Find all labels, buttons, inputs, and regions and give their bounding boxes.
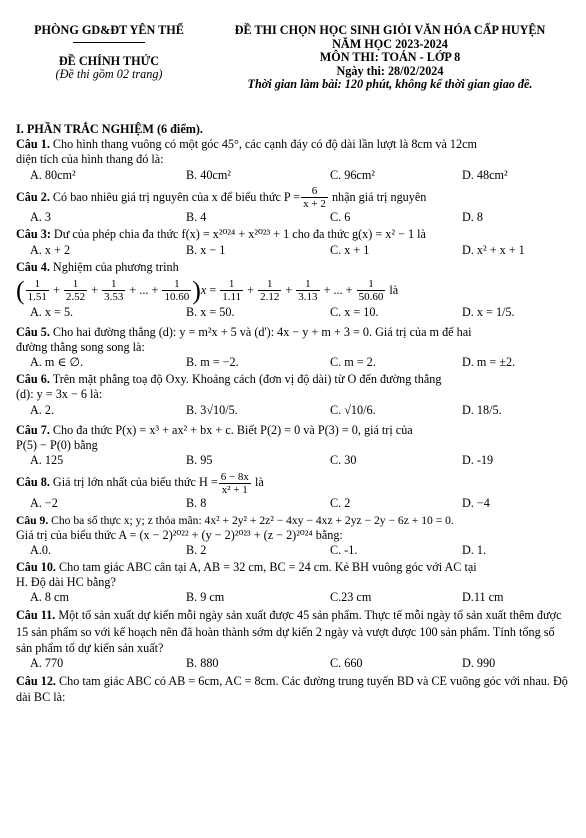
q5-opt-c: C. m = 2. (330, 355, 376, 370)
q11-opt-c: C. 660 (330, 656, 363, 671)
q7-text-b: P(5) − P(0) bằng (16, 437, 98, 452)
q6-text-b: (d): y = 3x − 6 là: (16, 387, 103, 402)
pages-note: (Đề thi gồm 02 trang) (55, 67, 163, 81)
official-label: ĐỀ CHÍNH THỨC (58, 53, 160, 68)
q2-frac-den: x + 2 (303, 198, 326, 211)
q3-text: Dư của phép chia đa thức f(x) = x²⁰²⁴ + x²⁰²³ + 1 cho đa thức g(x) = x² − 1 là (53, 227, 426, 242)
subject: MÔN THI: TOÁN - LỚP 8 (319, 50, 461, 64)
q4-lhs-frac-den: 2.52 (65, 291, 86, 304)
exam-body (16, 122, 572, 705)
q2-text-a: Có bao nhiêu giá trị nguyên của x để biểu thức P = (52, 189, 301, 204)
q3-opt-a: A. x + 2 (30, 242, 71, 257)
q2-opt-a: A. 3 (30, 210, 51, 225)
q4-text: Nghiệm của phương trình (52, 259, 179, 274)
q3-options (16, 243, 572, 260)
q11-options (16, 656, 572, 673)
q11-opt-a: A. 770 (30, 656, 64, 671)
q6-label: Câu 6. (16, 372, 50, 387)
q11-opt-d: D. 990 (462, 656, 496, 671)
q3-opt-b: B. x − 1 (186, 242, 226, 257)
q4-rhs-frac-den: 1.11 (222, 291, 242, 304)
q4-rhs-frac-num: 1 (357, 278, 386, 291)
section-title: I. PHẦN TRẮC NGHIỆM (6 điểm). (16, 122, 203, 136)
q4-opt-d: D. x = 1/5. (462, 304, 515, 319)
q4-rhs (219, 278, 386, 304)
q4-lhs-plus: + (88, 282, 102, 297)
q4-rhs-frac-den: 3.13 (298, 291, 318, 304)
question-10 (16, 560, 572, 575)
q4-open-paren: ( (16, 275, 25, 305)
question-2 (16, 185, 572, 211)
q6-options (16, 403, 572, 423)
q4-rhs-frac-den: 2.12 (260, 291, 280, 304)
header-left (14, 24, 204, 82)
question-11 (16, 607, 572, 656)
q5-opt-a: A. m ∈ ∅. (30, 355, 84, 370)
q2-label: Câu 2. (16, 189, 50, 204)
q10-opt-b: B. 9 cm (186, 590, 225, 605)
question-7 (16, 423, 572, 438)
q4-lhs-frac-den: 3.53 (104, 291, 124, 304)
q2-opt-c: C. 6 (330, 210, 351, 225)
q8-text-b: là (254, 474, 264, 489)
q4-close-paren: ) (192, 275, 201, 305)
q11-text: Một tổ sản xuất dự kiến mỗi ngày sản xuất được 45 sản phẩm. Thực tế mỗi ngày tổ sản xuất thêm được 15 sản phẩm so với kế hoạch nên đã hoàn thành sớm dự kiến 2 ngày và vượt được 100 sản phẩm. Tính tổng số sản phẩm tổ dự kiến sản xuất? (16, 608, 562, 655)
q4-rhs-frac-num: 1 (258, 278, 281, 291)
q6-opt-a: A. 2. (30, 402, 55, 417)
q4-lhs-fraction (162, 278, 191, 303)
q7-opt-c: C. 30 (330, 452, 357, 467)
q1-opt-d: D. 48cm² (462, 167, 508, 182)
q9-text-b: Giá trị của biểu thức A = (x − 2)²⁰²² + (y − 2)²⁰²³ + (z − 2)²⁰²⁴ bằng: (16, 527, 343, 542)
q4-rhs-fraction (220, 278, 243, 303)
q4-rhs-frac-num: 1 (296, 278, 319, 291)
q8-opt-c: C. 2 (330, 495, 351, 510)
q2-opt-b: B. 4 (186, 210, 207, 225)
q2-fraction (301, 185, 328, 210)
q1-text-b: diện tích của hình thang đó là: (16, 152, 164, 167)
school-year: NĂM HỌC 2023-2024 (332, 36, 448, 51)
q4-lhs-frac-num: 1 (102, 278, 125, 291)
q4-opt-b: B. x = 50. (186, 304, 235, 319)
q5-opt-b: B. m = −2. (186, 355, 239, 370)
q4-lhs-fraction (102, 278, 125, 303)
q2-opt-d: D. 8 (462, 210, 483, 225)
q9-options (16, 543, 572, 560)
q1-opt-a: A. 80cm² (30, 167, 76, 182)
q8-frac-num: 6 − 8x (220, 470, 249, 483)
q7-opt-a: A. 125 (30, 452, 64, 467)
q4-rhs-frac-den: 50.60 (358, 291, 384, 304)
question-1 (16, 137, 572, 152)
q6-text-a: Trên mặt phẳng toạ độ Oxy. Khoảng cách (đơn vị độ dài) từ O đến đường thẳng (52, 372, 442, 387)
q8-opt-d: D. −4 (462, 495, 490, 510)
q2-frac-num: 6 (301, 185, 328, 198)
q6-opt-c: C. √10/6. (330, 402, 376, 417)
header-right (200, 24, 580, 92)
q9-opt-c: C. -1. (330, 543, 358, 558)
question-12 (16, 673, 572, 705)
q11-opt-b: B. 880 (186, 656, 219, 671)
question-4 (16, 260, 572, 275)
q4-lhs-frac-den: 10.60 (164, 291, 190, 304)
q4-lhs-plus: + (49, 282, 63, 297)
q9-text-a: Cho ba số thực x; y; z thỏa mãn: 4x² + 2y² + 2z² − 4xy − 4xz + 2yz − 2y − 6z + 10 = 0. (51, 513, 454, 527)
q5-text-a: Cho hai đường thẳng (d): y = m²x + 5 và (d'): 4x − y + m + 3 = 0. Giá trị của m để hai (52, 324, 472, 339)
q10-text-a: Cho tam giác ABC cân tại A, AB = 32 cm, BC = 24 cm. Kẻ BH vuông góc với AC tại (59, 560, 477, 575)
q10-label: Câu 10. (16, 560, 56, 575)
q10-opt-c: C.23 cm (330, 590, 372, 605)
q1-opt-b: B. 40cm² (186, 167, 231, 182)
q4-lhs-frac-num: 1 (26, 278, 49, 291)
q10-opt-d: D.11 cm (462, 590, 504, 605)
q4-options (16, 305, 572, 325)
q4-lhs-frac-num: 1 (64, 278, 87, 291)
q4-lhs (25, 278, 193, 304)
q4-rhs-ellipsis: + ... + (320, 282, 356, 297)
q1-options (16, 168, 572, 185)
q4-lhs-fraction (64, 278, 87, 303)
q4-lhs-frac-num: 1 (162, 278, 191, 291)
exam-title: ĐỀ THI CHỌN HỌC SINH GIỎI VĂN HÓA CẤP HUYỆN (234, 23, 546, 37)
dept-name: PHÒNG GD&ĐT YÊN THẾ (34, 23, 184, 37)
q4-tail: là (389, 282, 399, 297)
q4-lhs-ellipsis: + ... + (126, 282, 162, 297)
q4-lhs-fraction (26, 278, 49, 303)
q7-opt-b: B. 95 (186, 452, 213, 467)
q9-opt-a: A.0. (30, 543, 51, 558)
q4-lhs-frac-den: 1.51 (27, 291, 47, 304)
q8-fraction (219, 471, 251, 496)
q2-text-b: nhận giá trị nguyên (331, 189, 427, 204)
q6-opt-d: D. 18/5. (462, 402, 502, 417)
q9-label: Câu 9. (16, 513, 49, 527)
q10-opt-a: A. 8 cm (30, 590, 69, 605)
q4-equation: ( $\frac{1}{1.51}$ + $\frac{1}{2.52}$ + $\frac{1}{3.53}$ + ... + $\frac{1}{10.60}$ )x = $\frac{1}{1.11}$ + $\frac{1}{2.12}$ + $\frac{1}{3.13}$ + ... + $\frac{1}{50.60}$ là (16, 275, 399, 305)
q12-text: Cho tam giác ABC có AB = 6cm, AC = 8cm. Các đường trung tuyến BD và CE vuông góc với nhau. Độ dài BC là: (16, 674, 568, 705)
q4-opt-a: A. x = 5. (30, 304, 74, 319)
q4-rhs-plus: + (282, 282, 296, 297)
q4-rhs-fraction (357, 278, 386, 303)
q4-rhs-fraction (296, 278, 319, 303)
q6-opt-b: B. 3√10/5. (186, 402, 238, 417)
q4-rhs-frac-num: 1 (220, 278, 243, 291)
q1-text-a: Cho hình thang vuông có một góc 45°, các cạnh đáy có độ dài lần lượt là 8cm và 12cm (52, 137, 477, 152)
question-9 (16, 513, 572, 528)
q3-opt-d: D. x² + x + 1 (462, 242, 525, 257)
q10-text-b: H. Độ dài HC bằng? (16, 575, 116, 590)
q7-opt-d: D. -19 (462, 452, 494, 467)
q10-options (16, 590, 572, 607)
q9-opt-b: B. 2 (186, 543, 207, 558)
question-5 (16, 325, 572, 340)
q5-label: Câu 5. (16, 324, 50, 339)
q9-opt-d: D. 1. (462, 543, 487, 558)
q4-opt-c: C. x = 10. (330, 304, 379, 319)
q5-options (16, 355, 572, 372)
duration: Thời gian làm bài: 120 phút, không kể thời gian giao đề. (247, 77, 533, 91)
exam-date: Ngày thi: 28/02/2024 (336, 63, 444, 78)
q4-rhs-fraction (258, 278, 281, 303)
q8-options (16, 496, 572, 513)
q8-opt-a: A. −2 (30, 495, 58, 510)
q7-label: Câu 7. (16, 422, 50, 437)
q1-label: Câu 1. (16, 137, 50, 152)
question-6 (16, 372, 572, 387)
q11-label: Câu 11. (16, 608, 56, 623)
q3-label: Câu 3: (16, 227, 51, 242)
q3-opt-c: C. x + 1 (330, 242, 370, 257)
question-3 (16, 227, 572, 242)
q2-options (16, 210, 572, 227)
q4-label: Câu 4. (16, 259, 50, 274)
q8-frac-den: x² + 1 (221, 483, 248, 496)
q7-options (16, 453, 572, 470)
q8-opt-b: B. 8 (186, 495, 207, 510)
question-8 (16, 470, 572, 496)
q5-opt-d: D. m = ±2. (462, 355, 516, 370)
q1-opt-c: C. 96cm² (330, 167, 375, 182)
q5-text-b: đường thẳng song song là: (16, 339, 145, 354)
q8-text-a: Giá trị lớn nhất của biểu thức H = (52, 474, 218, 489)
q7-text-a: Cho đa thức P(x) = x³ + ax² + bx + c. Biết P(2) = 0 và P(3) = 0, giá trị của (52, 422, 413, 437)
q8-label: Câu 8. (16, 474, 50, 489)
q4-rhs-plus: + (244, 282, 258, 297)
q12-label: Câu 12. (16, 674, 56, 689)
